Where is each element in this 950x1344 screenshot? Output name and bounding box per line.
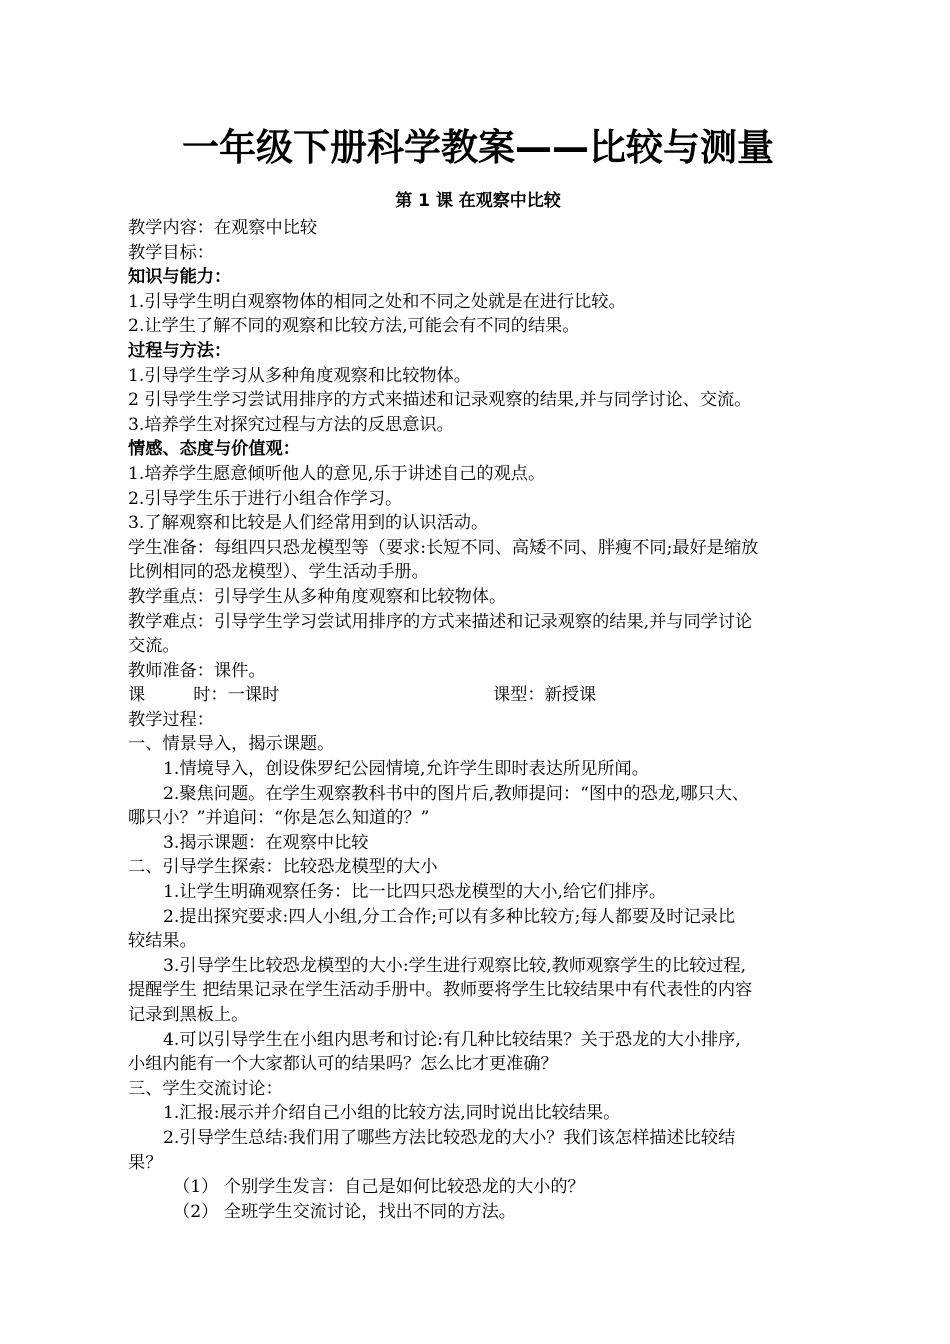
teacher-preparation: 教师准备：课件。 <box>128 660 266 681</box>
section-item: 2.聚焦问题。在学生观察教科书中的图片后,教师提问：“图中的恐龙,哪只大、 <box>163 783 750 804</box>
lesson-title: 第 1 课 在观察中比较 <box>395 191 561 211</box>
emotion-item: 2.引导学生乐于进行小组合作学习。 <box>128 488 403 509</box>
emotion-item: 3.了解观察和比较是人们经常用到的认识活动。 <box>128 513 489 534</box>
sub-item: （2） 全班学生交流讨论，找出不同的方法。 <box>173 1201 516 1222</box>
section-item-cont: 果？ <box>128 1152 163 1173</box>
knowledge-item: 1.引导学生明白观察物体的相同之处和不同之处就是在进行比较。 <box>128 291 626 312</box>
section-item: 1.情境导入，创设侏罗纪公园情境,允许学生即时表达所见所闻。 <box>163 759 649 780</box>
section-item-cont: 提醒学生 把结果记录在学生活动手册中。教师要将学生比较结果中有代表性的内容 <box>128 980 753 1001</box>
process-method-heading: 过程与方法： <box>128 340 232 361</box>
section-item: 3.揭示课题：在观察中比较 <box>163 832 369 853</box>
section-item: 2.提出探究要求:四人小组,分工合作;可以有多种比较方;每人都要及时记录比 <box>163 906 736 927</box>
key-point: 教学重点：引导学生从多种角度观察和比较物体。 <box>128 586 507 607</box>
difficulty: 教学难点：引导学生学习尝试用排序的方式来描述和记录观察的结果,并与同学讨论 <box>128 611 753 632</box>
document-page <box>128 120 828 1224</box>
sub-item: （1） 个别学生发言：自己是如何比较恐龙的大小的？ <box>173 1177 585 1198</box>
section-item: 2.引导学生总结:我们用了哪些方法比较恐龙的大小？我们该怎样描述比较结 <box>163 1127 736 1148</box>
section-item-cont: 较结果。 <box>128 931 197 952</box>
knowledge-item: 2.让学生了解不同的观察和比较方法,可能会有不同的结果。 <box>128 316 580 337</box>
student-preparation: 学生准备：每组四只恐龙模型等（要求:长短不同、高矮不同、胖瘦不同;最好是缩放 <box>128 537 759 558</box>
section-item-cont: 哪只小？”并追问：“你是怎么知道的？” <box>128 808 430 829</box>
class-hours-label: 课 <box>128 685 146 706</box>
difficulty-cont: 交流。 <box>128 636 180 657</box>
student-preparation-cont: 比例相同的恐龙模型）、学生活动手册。 <box>128 562 429 583</box>
section-item: 1.让学生明确观察任务：比一比四只恐龙模型的大小,给它们排序。 <box>163 882 667 903</box>
document-title: 一年级下册科学教案——比较与测量 <box>182 126 774 169</box>
section-heading: 一、情景导入，揭示课题。 <box>128 734 335 755</box>
process-method-item: 2 引导学生学习尝试用排序的方式来描述和记录观察的结果,并与同学讨论、交流。 <box>128 390 752 411</box>
section-heading: 三、学生交流讨论： <box>128 1078 283 1099</box>
knowledge-heading: 知识与能力： <box>128 267 232 288</box>
lesson-type: 课型：新授课 <box>493 685 597 706</box>
process-method-item: 1.引导学生学习从多种角度观察和比较物体。 <box>128 365 471 386</box>
teaching-content: 教学内容：在观察中比较 <box>128 218 318 238</box>
class-hours-value: 时：一课时 <box>193 685 280 706</box>
process-method-item: 3.培养学生对探究过程与方法的反思意识。 <box>128 414 454 435</box>
section-item-cont: 小组内能有一个大家都认可的结果吗？怎么比才更准确？ <box>128 1054 558 1075</box>
teaching-goals-label: 教学目标： <box>128 242 214 263</box>
section-item: 3.引导学生比较恐龙模型的大小:学生进行观察比较,教师观察学生的比较过程, <box>163 955 747 976</box>
teaching-process-label: 教学过程： <box>128 709 214 730</box>
section-item: 4.可以引导学生在小组内思考和讨论:有几种比较结果？关于恐龙的大小排序, <box>163 1029 741 1050</box>
emotion-item: 1.培养学生愿意倾听他人的意见,乐于讲述自己的观点。 <box>128 463 546 484</box>
hours-row <box>128 683 828 708</box>
section-item: 1.汇报:展示并介绍自己小组的比较方法,同时说出比较结果。 <box>163 1103 621 1124</box>
class-hours <box>128 683 493 708</box>
section-heading: 二、引导学生探索：比较恐龙模型的大小 <box>128 857 438 878</box>
emotion-heading: 情感、态度与价值观： <box>128 439 300 460</box>
section-item-cont: 记录到黑板上。 <box>128 1005 249 1025</box>
